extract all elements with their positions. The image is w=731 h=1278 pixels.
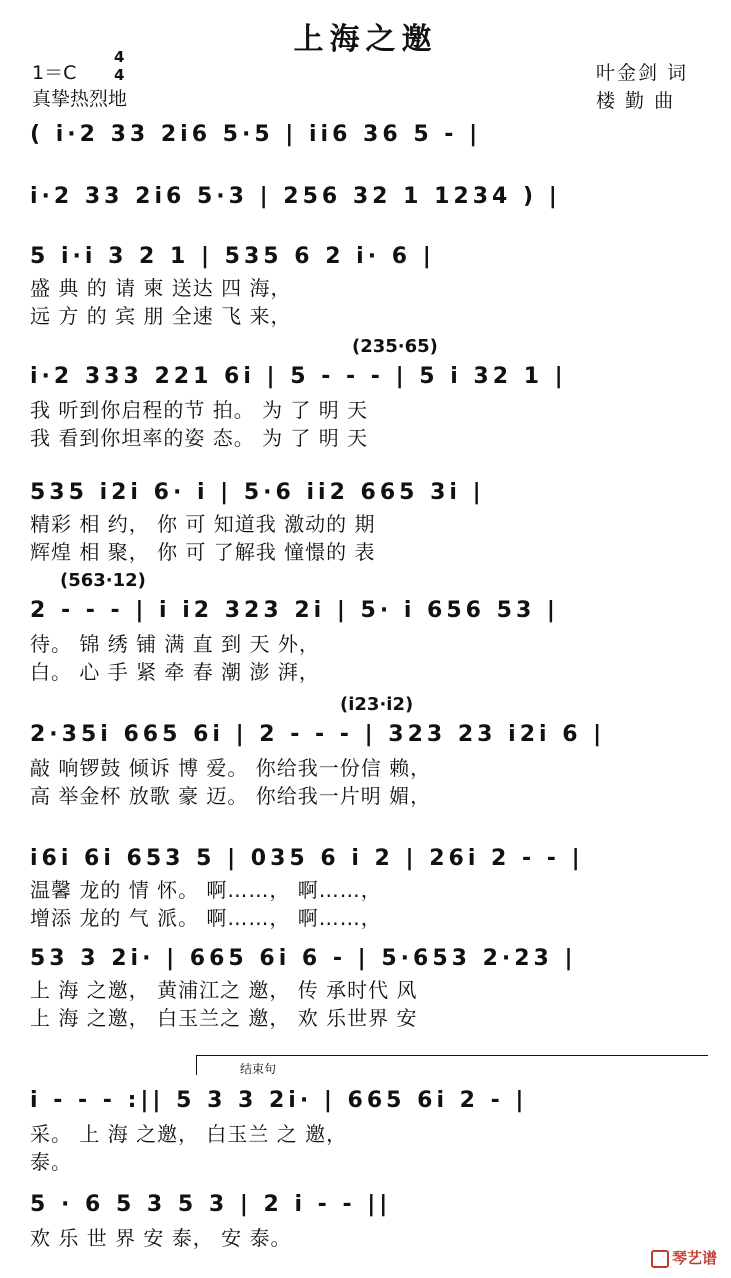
time-signature-bottom: 4 (114, 66, 125, 84)
lyric-verse-1: 待。 锦 绣 铺 满 直 到 天 外， (30, 632, 320, 656)
notation-group: (i23·i2) (340, 694, 414, 715)
lyric-verse-2: 增添 龙的 气 派。 啊……， 啊……， (30, 906, 382, 930)
lyric-verse-1: 温馨 龙的 情 怀。 啊……， 啊……， (30, 878, 382, 902)
lyric-verse-2: 远 方 的 宾 朋 全速 飞 来， (30, 304, 292, 328)
lyricist: 叶金剑 词 (596, 62, 689, 84)
lyric-verse-1: 我 听到你启程的节 拍。 为 了 明 天 (30, 398, 369, 422)
notation-line: 2·35i 665 6i | 2 - - - | 323 23 i2i 6 | (30, 722, 606, 747)
ending-bracket-tick (196, 1055, 197, 1075)
lyric-verse-2: 上 海 之邀， 白玉兰之 邀， 欢 乐世界 安 (30, 1006, 418, 1030)
lyric-verse-2: 泰。 (30, 1150, 72, 1174)
lyric-verse-1: 盛 典 的 请 柬 送达 四 海， (30, 276, 292, 300)
notation-line: i - - - :|| 5 3 3 2i· | 665 6i 2 - | (30, 1088, 528, 1113)
key-signature: 1＝C (32, 62, 77, 84)
notation-group: (563·12) (60, 570, 146, 591)
notation-line: i6i 6i 653 5 | 035 6 i 2 | 26i 2 - - | (30, 846, 584, 871)
notation-line: 2 - - - | i i2 323 2i | 5· i 656 53 | (30, 598, 559, 623)
notation-line: 535 i2i 6· i | 5·6 ii2 665 3i | (30, 480, 485, 505)
ending-label: 结束句 (240, 1062, 277, 1076)
notation-line: i·2 33 2i6 5·3 | 256 32 1 1234 ) | (30, 184, 561, 209)
notation-line: 53 3 2i· | 665 6i 6 - | 5·653 2·23 | (30, 946, 577, 971)
site-logo (651, 1247, 717, 1268)
ending-bracket (196, 1055, 708, 1056)
notation-line: 5 · 6 5 3 5 3 | 2 i - - || (30, 1192, 392, 1217)
time-signature-top: 4 (114, 48, 125, 66)
lyric-verse-1: 精彩 相 约， 你 可 知道我 激动的 期 (30, 512, 376, 536)
notation-line: 5 i·i 3 2 1 | 535 6 2 i· 6 | (30, 244, 435, 269)
page-title: 上海之邀 (293, 22, 438, 57)
lyric-verse-2: 我 看到你坦率的姿 态。 为 了 明 天 (30, 426, 369, 450)
lyric-verse-1: 欢 乐 世 界 安 泰， 安 泰。 (30, 1226, 292, 1250)
notation-group: (235·65) (352, 336, 438, 357)
logo-text: 琴艺谱 (671, 1249, 717, 1267)
composer: 楼 勤 曲 (596, 90, 676, 112)
lyric-verse-1: 上 海 之邀， 黄浦江之 邀， 传 承时代 风 (30, 978, 418, 1002)
notation-line: i·2 333 221 6i | 5 - - - | 5 i 32 1 | (30, 364, 567, 389)
lyric-verse-1: 敲 响锣鼓 倾诉 博 爱。 你给我一份信 赖， (30, 756, 432, 780)
lyric-verse-2: 高 举金杯 放歌 豪 迈。 你给我一片明 媚， (30, 784, 432, 808)
tempo-marking: 真挚热烈地 (32, 88, 128, 110)
logo-icon (651, 1250, 669, 1268)
lyric-verse-2: 辉煌 相 聚， 你 可 了解我 憧憬的 表 (30, 540, 376, 564)
lyric-verse-2: 白。 心 手 紧 牵 春 潮 澎 湃， (30, 660, 320, 684)
notation-line: ( i·2 33 2i6 5·5 | ii6 36 5 - | (30, 122, 482, 147)
lyric-verse-1: 采。 上 海 之邀， 白玉兰 之 邀， (30, 1122, 348, 1146)
